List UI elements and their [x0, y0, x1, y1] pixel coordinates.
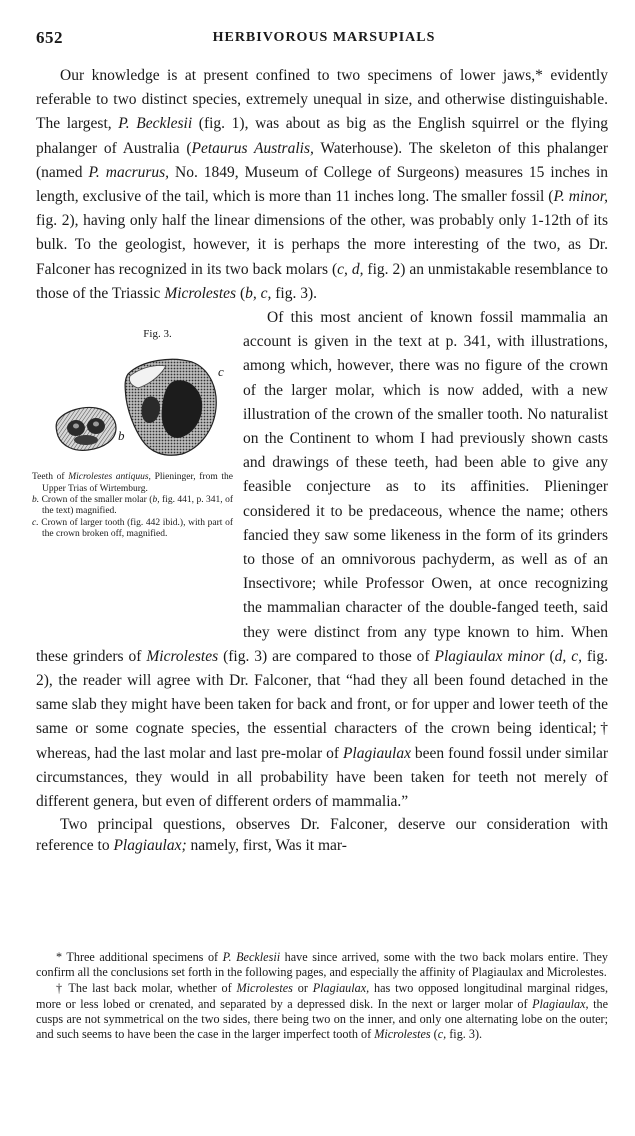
page-number: 652 — [36, 28, 63, 47]
label-c: c — [218, 364, 224, 380]
caption-line-1: Teeth of Microlestes antiquus, Plieninger, from the Upper Trias of Wirtemburg. — [32, 472, 233, 494]
species-name: P. macrurus, — [88, 163, 170, 181]
paragraph-2: Of this most ancient of known fossil mammalia an account is given in the text at p. 341, with illustrations, among which, however, there was no figure of the crown of the larger molar, which is now added, with a new illustration of the crown of the smaller tooth. No naturalist on the Continent to whom I had previously shown casts and drawings of these teeth, had been able to give any feasible conjecture as to its affinities. Plieninger considered it to be predaceous, whence the name; others fancied they saw some likeness in the form of its grinders to those of an omnivorous pachyderm, as well as of an Insectivore; while Professor Owen, at once recognizing the mammalian character of the double-fanged teeth, said they were distinct from any type known to him. When these grinders of Microlestes (fig. 3) are compared to those of Plagiaulax minor (d, c, fig. 2), the reader will agree with Dr. Falconer, that “had they all been found detached in the same slab they might have been taken for back and front, or for upper and lower teeth of the same or some cognate species, the essential characters of the crown being identical;† whereas, had the last molar and last pre-molar of Plagiaulax been found fossil under similar circumstances, they would in all probability have been taken for teeth not merely of different genera, but even of different orders of mammalia.” — [36, 309, 608, 811]
label-b: b — [118, 428, 125, 444]
species-name: P. Becklesii — [118, 115, 193, 133]
species-name: Petaurus Australis, — [191, 139, 314, 157]
figure-title: Fig. 3. — [143, 328, 172, 341]
footnote-dagger: † The last back molar, whether of Microlestes or Plagiaulax, has two opposed longitudinal marginal ridges, more or less lobed or crenated, and separated by a depressed disk. In the next or larger molar of Plagiaulax, the cusps are not symmetrical on the two sides, there being two on the inner, and only one alternating lobe on the outer; and such seems to have been the case in the larger imperfect tooth of Microlestes (c, fig. 3). — [36, 981, 608, 1042]
species-name: Microlestes — [164, 284, 237, 302]
species-name: P. minor, — [553, 188, 608, 206]
species-name: Plagiaulax; — [113, 837, 187, 855]
main-text — [32, 64, 609, 856]
figure-3 — [32, 310, 237, 628]
tooth-illustration — [32, 346, 237, 464]
species-name: Microlestes — [146, 647, 219, 665]
larger-molar-c — [125, 360, 216, 456]
species-name: Plagiaulax minor — [434, 647, 545, 665]
paragraph-3: Two principal questions, observes Dr. Falconer, deserve our consideration with reference to Plagiaulax; namely, first, Was it mar- — [36, 816, 608, 855]
species-name: Plagiaulax — [342, 744, 411, 762]
caption-line-c: c. Crown of larger tooth (fig. 442 ibid.), with part of the crown broken off, magnified. — [32, 517, 233, 540]
figure-caption — [32, 472, 237, 540]
smaller-molar-b — [56, 408, 116, 451]
page-header — [36, 24, 612, 48]
footnote-asterisk: * Three additional specimens of P. Becklesii have since arrived, some with the two back molars entire. They confirm all the conclusions set forth in the following pages, and especially the affinity of Plagiaulax and Microlestes. — [36, 950, 608, 980]
microlestes-teeth-drawing — [32, 346, 237, 464]
footnotes — [36, 950, 608, 1043]
paragraph-1: Our knowledge is at present confined to two specimens of lower jaws,* evidently referable to two distinct species, extremely unequal in size, and otherwise distinguishable. The largest, P. Becklesii (fig. 1), was about as big as the English squirrel or the flying phalanger of Australia (Petaurus Australis, Waterhouse). The skeleton of this phalanger (named P. macrurus, No. 1849, Museum of College of Surgeons) measures 15 inches in length, exclusive of the tail, which is more than 11 inches long. The smaller fossil (P. minor, fig. 2), having only half the linear dimensions of the other, was probably only 1-12th of its bulk. To the geologist, however, it is perhaps the more interesting of the two, as Dr. Falconer has recognized in its two back molars (c, d, fig. 2) an unmistakable resemblance to those of the Triassic Microlestes (b, c, fig. 3). — [36, 67, 609, 302]
running-head: HERBIVOROUS MARSUPIALS — [212, 30, 436, 45]
caption-line-b: b. Crown of the smaller molar (b, fig. 441, p. 341, of the text) magnified. — [32, 495, 234, 517]
